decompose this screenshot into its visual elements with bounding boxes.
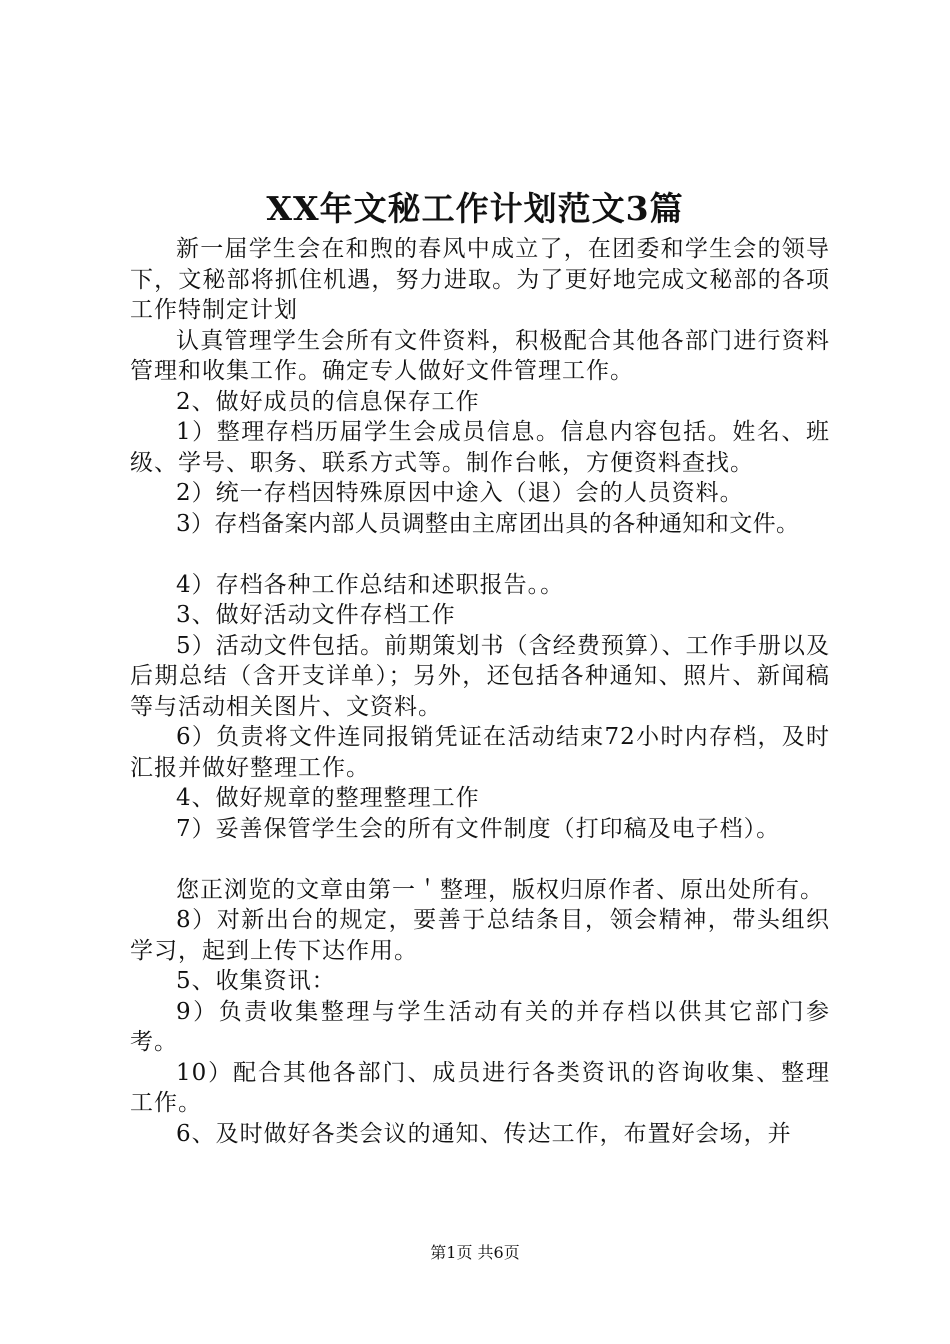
paragraph: 7）妥善保管学生会的所有文件制度（打印稿及电子档）。	[176, 815, 781, 842]
paragraph: 您正浏览的文章由第一＇整理，版权归原作者、原出处所有。	[176, 876, 824, 903]
paragraph: 6）负责将文件连同报销凭证在活动结束72小时内存档，及时汇报并做好整理工作。	[130, 724, 830, 781]
page-footer: 第1页 共6页	[430, 1243, 520, 1262]
paragraph: 5、收集资讯：	[176, 968, 336, 994]
document-body	[130, 234, 830, 1149]
paragraph: 6、及时做好各类会议的通知、传达工作，布置好会场，并	[176, 1120, 792, 1147]
paragraph: 5）活动文件包括。前期策划书（含经费预算）、工作手册以及后期总结（含开支详单）；另外，还包括各种通知、照片、新闻稿等与活动相关图片、文资料。	[130, 632, 830, 720]
paragraph: 9）负责收集整理与学生活动有关的并存档以供其它部门参考。	[130, 998, 830, 1055]
paragraph: 认真管理学生会所有文件资料，积极配合其他各部门进行资料管理和收集工作。确定专人做好文件管理工作。	[130, 327, 830, 384]
paragraph: 4、做好规章的整理整理工作	[176, 785, 480, 811]
paragraph: 2）统一存档因特殊原因中途入（退）会的人员资料。	[176, 480, 744, 506]
paragraph: 3）存档备案内部人员调整由主席团出具的各种通知和文件。	[176, 510, 800, 537]
paragraph: 新一届学生会在和煦的春风中成立了，在团委和学生会的领导下，文秘部将抓住机遇，努力进取。为了更好地完成文秘部的各项工作特制定计划	[130, 236, 830, 323]
paragraph: 1）整理存档历届学生会成员信息。信息内容包括。姓名、班级、学号、职务、联系方式等。制作台帐，方便资料查找。	[130, 419, 830, 476]
blank-line	[130, 844, 830, 875]
paragraph: 3、做好活动文件存档工作	[176, 602, 456, 628]
paragraph: 4）存档各种工作总结和述职报告。。	[176, 571, 565, 598]
paragraph: 10）配合其他各部门、成员进行各类资讯的咨询收集、整理工作。	[130, 1059, 830, 1116]
document-title: XX年文秘工作计划范文3篇	[266, 189, 684, 228]
blank-line	[130, 539, 830, 570]
paragraph: 8）对新出台的规定，要善于总结条目，领会精神，带头组织学习，起到上传下达作用。	[130, 907, 830, 964]
paragraph: 2、做好成员的信息保存工作	[176, 388, 480, 415]
